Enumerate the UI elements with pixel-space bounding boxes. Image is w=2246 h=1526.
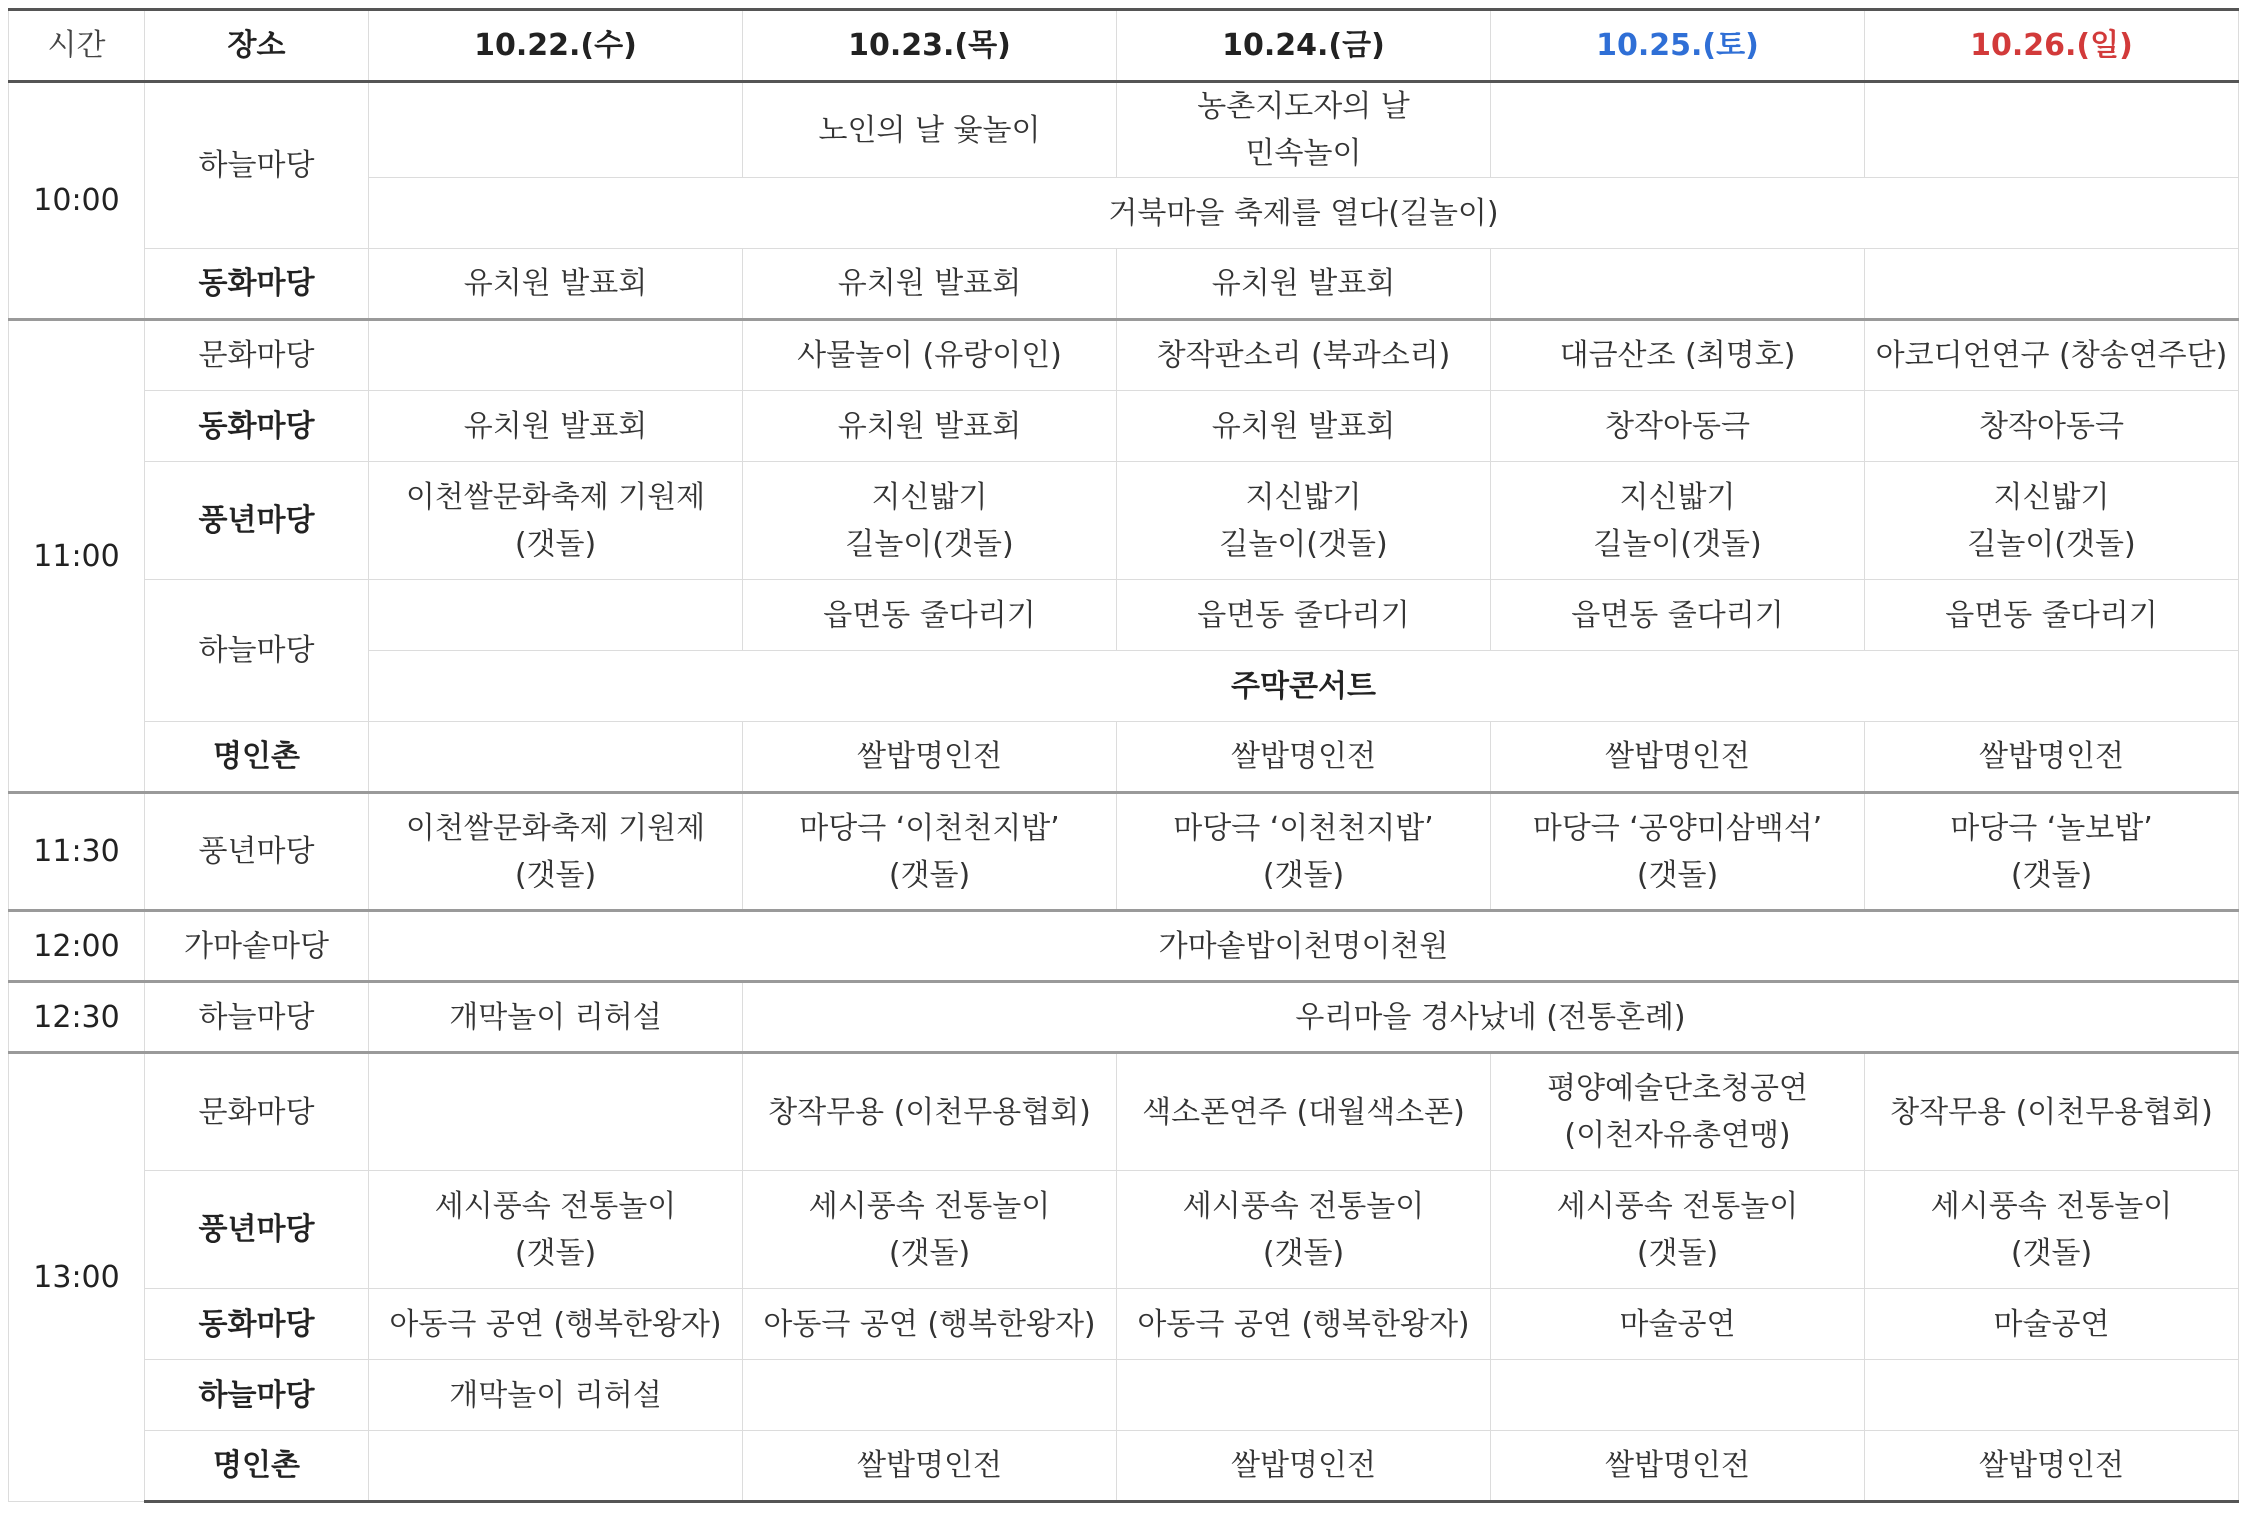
event-cell: 쌀밥명인전 — [1117, 1431, 1491, 1502]
header-time: 시간 — [9, 10, 145, 82]
header-day-5-sunday: 10.26.(일) — [1865, 10, 2239, 82]
event-cell: 창작무용 (이천무용협회) — [1865, 1053, 2239, 1171]
event-line: 마당극 ‘이천천지밥’ — [1173, 810, 1434, 846]
event-cell: 아코디언연구 (창송연주단) — [1865, 320, 2239, 391]
event-cell: 쌀밥명인전 — [1491, 722, 1865, 793]
event-cell: 아동극 공연 (행복한왕자) — [1117, 1289, 1491, 1360]
event-cell — [1117, 1171, 1491, 1289]
event-cell-span: 가마솥밥이천명이천원 — [369, 911, 2239, 982]
slot-1100 — [9, 320, 2239, 793]
time-cell: 12:00 — [9, 911, 145, 982]
event-cell — [743, 1360, 1117, 1431]
venue-cell: 하늘마당 — [145, 982, 369, 1053]
event-cell: 쌀밥명인전 — [743, 722, 1117, 793]
time-cell: 12:30 — [9, 982, 145, 1053]
event-line: (갯돌) — [2010, 1235, 2093, 1271]
venue-cell: 가마솥마당 — [145, 911, 369, 982]
slot-1300 — [9, 1053, 2239, 1502]
event-cell: 읍면동 줄다리기 — [1865, 580, 2239, 651]
event-cell: 쌀밥명인전 — [1865, 1431, 2239, 1502]
venue-cell: 동화마당 — [145, 391, 369, 462]
slot-1000 — [9, 82, 2239, 320]
event-line: (갯돌) — [514, 526, 597, 562]
event-cell — [1491, 1360, 1865, 1431]
venue-cell: 동화마당 — [145, 1289, 369, 1360]
slot-1200 — [9, 911, 2239, 982]
header-day-1: 10.22.(수) — [369, 10, 743, 82]
event-cell — [369, 793, 743, 911]
venue-cell: 명인촌 — [145, 722, 369, 793]
event-cell: 유치원 발표회 — [1117, 391, 1491, 462]
event-cell: 창작판소리 (북과소리) — [1117, 320, 1491, 391]
event-cell: 사물놀이 (유랑이인) — [743, 320, 1117, 391]
event-cell: 색소폰연주 (대월색소폰) — [1117, 1053, 1491, 1171]
event-line: (갯돌) — [514, 857, 597, 893]
event-line: 지신밟기 — [1619, 479, 1736, 515]
table-row — [9, 1053, 2239, 1171]
schedule-table — [8, 8, 2239, 1503]
event-line: 길놀이(갯돌) — [1593, 526, 1762, 562]
event-line: 길놀이(갯돌) — [1219, 526, 1388, 562]
event-line: 길놀이(갯돌) — [1967, 526, 2136, 562]
header-day-4-saturday: 10.25.(토) — [1491, 10, 1865, 82]
event-cell — [1865, 1360, 2239, 1431]
event-line: 이천쌀문화축제 기원제 — [405, 479, 706, 515]
table-row — [9, 1360, 2239, 1431]
event-cell-span: 우리마을 경사났네 (전통혼례) — [743, 982, 2239, 1053]
slot-1130 — [9, 793, 2239, 911]
event-line: (갯돌) — [888, 857, 971, 893]
event-cell: 쌀밥명인전 — [743, 1431, 1117, 1502]
time-cell: 11:00 — [9, 320, 145, 793]
event-cell — [1491, 793, 1865, 911]
event-line: 세시풍속 전통놀이 — [1182, 1188, 1425, 1224]
venue-cell: 명인촌 — [145, 1431, 369, 1502]
event-cell: 마술공연 — [1865, 1289, 2239, 1360]
event-cell: 쌀밥명인전 — [1491, 1431, 1865, 1502]
event-cell: 유치원 발표회 — [743, 249, 1117, 320]
festival-schedule — [8, 8, 2238, 1503]
event-cell — [1491, 1053, 1865, 1171]
event-cell: 쌀밥명인전 — [1117, 722, 1491, 793]
event-cell — [1865, 249, 2239, 320]
event-cell — [1117, 793, 1491, 911]
event-cell — [1117, 1360, 1491, 1431]
event-cell — [1117, 82, 1491, 178]
event-cell: 유치원 발표회 — [1117, 249, 1491, 320]
event-cell: 마술공연 — [1491, 1289, 1865, 1360]
event-cell — [1865, 82, 2239, 178]
event-line: (갯돌) — [1636, 857, 1719, 893]
event-cell — [369, 1171, 743, 1289]
event-line: 세시풍속 전통놀이 — [808, 1188, 1051, 1224]
event-line: 길놀이(갯돌) — [845, 526, 1014, 562]
table-row — [9, 249, 2239, 320]
time-cell: 11:30 — [9, 793, 145, 911]
event-cell — [369, 722, 743, 793]
event-cell — [1117, 462, 1491, 580]
table-row — [9, 982, 2239, 1053]
event-line: 지신밟기 — [1245, 479, 1362, 515]
event-cell: 창작무용 (이천무용협회) — [743, 1053, 1117, 1171]
table-row — [9, 1431, 2239, 1502]
event-cell — [369, 1431, 743, 1502]
event-line: (갯돌) — [2010, 857, 2093, 893]
table-row — [9, 391, 2239, 462]
venue-cell: 동화마당 — [145, 249, 369, 320]
event-cell — [1865, 462, 2239, 580]
event-line: 세시풍속 전통놀이 — [1556, 1188, 1799, 1224]
event-cell — [743, 793, 1117, 911]
table-row — [9, 1171, 2239, 1289]
event-cell-span: 거북마을 축제를 열다(길놀이) — [369, 178, 2239, 249]
event-cell — [369, 1053, 743, 1171]
event-cell: 읍면동 줄다리기 — [743, 580, 1117, 651]
header-venue: 장소 — [145, 10, 369, 82]
event-line: 세시풍속 전통놀이 — [434, 1188, 677, 1224]
event-line: (이천자유총연맹) — [1564, 1118, 1791, 1153]
event-cell — [1491, 462, 1865, 580]
event-cell — [369, 580, 743, 651]
event-line: 세시풍속 전통놀이 — [1930, 1188, 2173, 1224]
event-line: (갯돌) — [1262, 857, 1345, 893]
event-cell — [1491, 82, 1865, 178]
event-cell: 노인의 날 윷놀이 — [743, 82, 1117, 178]
event-cell — [1865, 1171, 2239, 1289]
table-row — [9, 722, 2239, 793]
header-day-3: 10.24.(금) — [1117, 10, 1491, 82]
event-cell — [369, 82, 743, 178]
event-cell — [743, 462, 1117, 580]
event-cell: 읍면동 줄다리기 — [1491, 580, 1865, 651]
event-cell: 아동극 공연 (행복한왕자) — [369, 1289, 743, 1360]
header-row — [9, 10, 2239, 82]
event-line: 이천쌀문화축제 기원제 — [405, 810, 706, 846]
event-cell — [743, 1171, 1117, 1289]
event-line: 마당극 ‘공양미삼백석’ — [1532, 810, 1823, 846]
header-day-2: 10.23.(목) — [743, 10, 1117, 82]
event-cell: 개막놀이 리허설 — [369, 1360, 743, 1431]
event-cell: 유치원 발표회 — [369, 249, 743, 320]
event-line: 지신밟기 — [1993, 479, 2110, 515]
venue-cell: 하늘마당 — [145, 1360, 369, 1431]
venue-cell: 하늘마당 — [145, 82, 369, 249]
venue-cell: 풍년마당 — [145, 793, 369, 911]
event-line: (갯돌) — [1262, 1235, 1345, 1271]
event-cell: 유치원 발표회 — [743, 391, 1117, 462]
event-cell: 쌀밥명인전 — [1865, 722, 2239, 793]
event-cell: 창작아동극 — [1865, 391, 2239, 462]
event-cell — [1865, 793, 2239, 911]
event-line: (갯돌) — [1636, 1235, 1719, 1271]
event-line: 마당극 ‘놀보밥’ — [1950, 810, 2153, 846]
event-cell — [369, 320, 743, 391]
table-row — [9, 1289, 2239, 1360]
event-cell: 유치원 발표회 — [369, 391, 743, 462]
venue-cell: 문화마당 — [145, 320, 369, 391]
event-cell: 읍면동 줄다리기 — [1117, 580, 1491, 651]
table-row — [9, 793, 2239, 911]
schedule-header — [9, 10, 2239, 82]
slot-1230 — [9, 982, 2239, 1053]
table-row — [9, 82, 2239, 178]
event-cell: 대금산조 (최명호) — [1491, 320, 1865, 391]
event-cell: 창작아동극 — [1491, 391, 1865, 462]
event-line: 민속놀이 — [1245, 136, 1362, 171]
event-line: (갯돌) — [514, 1235, 597, 1271]
venue-cell: 문화마당 — [145, 1053, 369, 1171]
table-row — [9, 462, 2239, 580]
event-cell — [369, 462, 743, 580]
table-row — [9, 580, 2239, 651]
venue-cell: 하늘마당 — [145, 580, 369, 722]
event-line: (갯돌) — [888, 1235, 971, 1271]
event-cell — [1491, 1171, 1865, 1289]
event-line: 농촌지도자의 날 — [1197, 89, 1410, 124]
time-cell: 13:00 — [9, 1053, 145, 1502]
event-line: 마당극 ‘이천천지밥’ — [799, 810, 1060, 846]
time-cell: 10:00 — [9, 82, 145, 320]
table-row — [9, 320, 2239, 391]
event-line: 평양예술단초청공연 — [1547, 1071, 1808, 1106]
event-cell: 개막놀이 리허설 — [369, 982, 743, 1053]
venue-cell: 풍년마당 — [145, 1171, 369, 1289]
event-cell: 아동극 공연 (행복한왕자) — [743, 1289, 1117, 1360]
venue-cell: 풍년마당 — [145, 462, 369, 580]
event-cell — [1491, 249, 1865, 320]
event-cell-span: 주막콘서트 — [369, 651, 2239, 722]
table-row — [9, 911, 2239, 982]
event-line: 지신밟기 — [871, 479, 988, 515]
